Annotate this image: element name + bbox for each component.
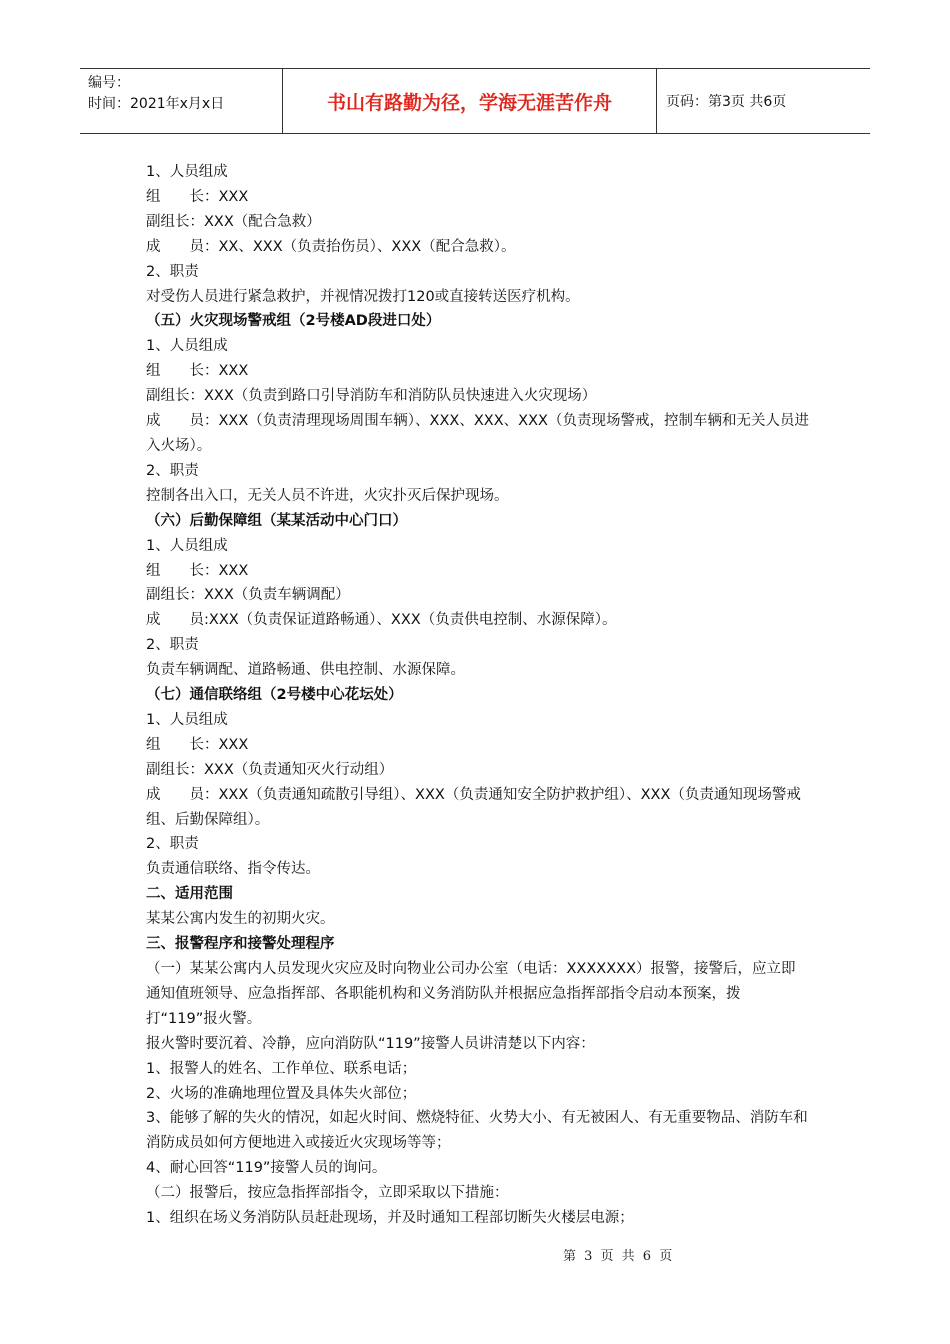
paragraph: 1、人员组成 [146, 338, 228, 355]
paragraph: 成 员：XX、XXX（负责抬伤员）、XXX（配合急救）。 [146, 238, 516, 255]
paragraph: 2、火场的准确地理位置及具体失火部位； [146, 1085, 417, 1102]
paragraph: 成 员：XXX（负责清理现场周围车辆）、XXX、XXX、XXX（负责现场警戒，控制车辆和无关人员进入火场）。 [146, 413, 809, 454]
paragraph: 1、人员组成 [146, 164, 228, 180]
page-header [80, 68, 870, 134]
paragraph: 1、报警人的姓名、工作单位、联系电话； [146, 1060, 417, 1077]
paragraph: 2、职责 [146, 637, 199, 654]
paragraph: 1、人员组成 [146, 711, 228, 728]
paragraph: 副组长：XXX（配合急救） [146, 213, 321, 230]
header-page-number: 页码：第3页 共6页 [666, 94, 787, 110]
paragraph: 2、职责 [146, 263, 199, 280]
paragraph: 组 长：XXX [146, 363, 249, 380]
paragraph: 副组长：XXX（负责通知灭火行动组） [146, 761, 394, 778]
paragraph: 组 长：XXX [146, 562, 249, 579]
paragraph: 4、耐心回答“119”接警人员的询问。 [146, 1160, 387, 1177]
header-time: 时间：2021年x月x日 [88, 96, 225, 112]
header-motto: 书山有路勤为径，学海无涯苦作舟 [283, 69, 657, 133]
paragraph: 成 员:XXX（负责保证道路畅通）、XXX（负责供电控制、水源保障）。 [146, 612, 617, 629]
paragraph: （二）报警后，按应急指挥部指令，立即采取以下措施： [146, 1185, 509, 1202]
section-heading: （七）通信联络组（2号楼中心花坛处） [146, 687, 403, 704]
paragraph: 报火警时要沉着、冷静，应向消防队“119”接警人员讲清楚以下内容： [146, 1035, 595, 1052]
paragraph: 2、职责 [146, 462, 199, 479]
header-number: 编号： [88, 75, 130, 91]
section-heading: （六）后勤保障组（某某活动中心门口） [146, 512, 407, 529]
paragraph: 1、人员组成 [146, 537, 228, 554]
document-body [146, 160, 810, 1231]
paragraph: 2、职责 [146, 836, 199, 853]
paragraph: （一）某某公寓内人员发现火灾应及时向物业公司办公室（电话：XXXXXXX）报警，接警后，应立即通知值班领导、应急指挥部、各职能机构和义务消防队并根据应急指挥部指令启动本预案，拨打“119”报火警。 [146, 961, 796, 1027]
section-heading: 二、适用范围 [146, 886, 233, 903]
section-heading: （五）火灾现场警戒组（2号楼AD段进口处） [146, 313, 441, 330]
paragraph: 3、能够了解的失火的情况，如起火时间、燃烧特征、火势大小、有无被困人、有无重要物品、消防车和消防成员如何方便地进入或接近火灾现场等等； [146, 1110, 808, 1152]
header-info [80, 69, 283, 133]
footer-page-number: 第 3 页 共 6 页 [563, 1249, 675, 1264]
paragraph: 组 长：XXX [146, 736, 249, 753]
paragraph: 副组长：XXX（负责车辆调配） [146, 587, 350, 604]
paragraph: 控制各出入口，无关人员不许进，火灾扑灭后保护现场。 [146, 487, 509, 504]
paragraph: 对受伤人员进行紧急救护，并视情况拨打120或直接转送医疗机构。 [146, 288, 580, 305]
paragraph: 负责通信联络、指令传达。 [146, 861, 320, 878]
section-heading: 三、报警程序和接警处理程序 [146, 936, 335, 953]
paragraph: 组 长：XXX [146, 188, 249, 205]
paragraph: 成 员：XXX（负责通知疏散引导组）、XXX（负责通知安全防护救护组）、XXX（负责通知现场警戒组、后勤保障组）。 [146, 786, 801, 828]
paragraph: 某某公寓内发生的初期火灾。 [146, 911, 335, 928]
paragraph: 负责车辆调配、道路畅通、供电控制、水源保障。 [146, 662, 465, 679]
paragraph: 1、组织在场义务消防队员赶赴现场，并及时通知工程部切断失火楼层电源； [146, 1210, 634, 1227]
paragraph: 副组长：XXX（负责到路口引导消防车和消防队员快速进入火灾现场） [146, 388, 597, 405]
